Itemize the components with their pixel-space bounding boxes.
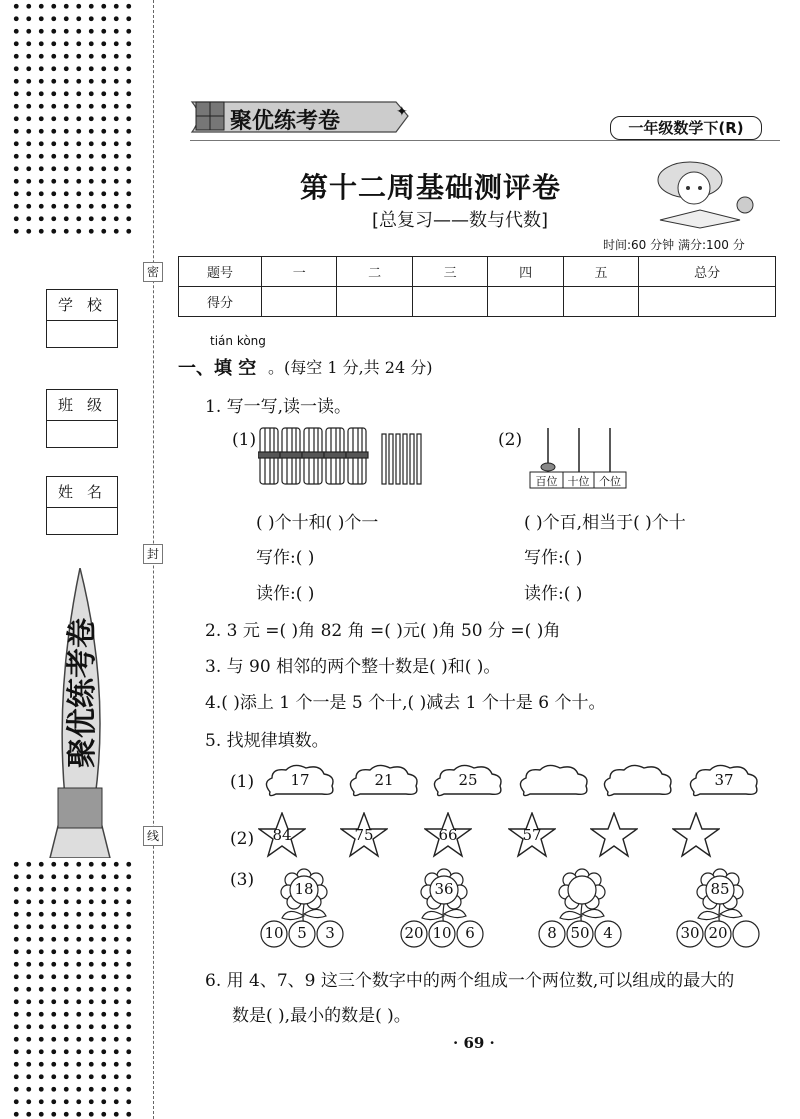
flower-right-value: 6 xyxy=(465,924,475,942)
q1-read-b[interactable]: 读作:( ) xyxy=(524,584,583,604)
flower-top-value: 85 xyxy=(710,880,730,898)
q5-part1-label: (1) xyxy=(230,772,255,792)
table-cell: 总分 xyxy=(639,257,776,287)
flower-right-value: 4 xyxy=(603,924,613,942)
stick-bundles-illustration xyxy=(258,424,428,488)
score-input-cell[interactable] xyxy=(262,287,337,317)
pinyin-annotation: tián kòng xyxy=(210,334,266,348)
flower-right-value: 3 xyxy=(325,924,335,942)
flower-left-value: 30 xyxy=(680,924,700,942)
score-table-score-row xyxy=(179,287,776,317)
name-field[interactable] xyxy=(47,508,117,534)
q1-line-b[interactable]: ( )个百,相当于( )个十 xyxy=(524,513,686,533)
table-cell: 四 xyxy=(488,257,563,287)
cloud-number xyxy=(262,764,338,804)
abacus-label-tens: 十位 xyxy=(567,475,590,488)
cloud-number xyxy=(346,764,422,804)
school-field[interactable] xyxy=(47,321,117,347)
star-blank[interactable] xyxy=(590,812,638,862)
q1-write-a[interactable]: 写作:( ) xyxy=(256,548,315,568)
flower-top-value: 36 xyxy=(434,880,454,898)
vertical-logo-text: 聚优练考卷 xyxy=(65,618,100,768)
vertical-logo xyxy=(40,568,120,858)
girl-reading-illustration xyxy=(650,150,760,230)
star-value: 84 xyxy=(272,826,292,844)
sparkle-icon: ✦ xyxy=(396,104,408,120)
cloud-blank[interactable] xyxy=(600,764,676,804)
page-number: · 69 · xyxy=(453,1034,495,1052)
table-cell: 三 xyxy=(412,257,487,287)
cloud-value: 37 xyxy=(714,771,734,789)
decorative-dot-pattern-bottom xyxy=(10,858,135,1119)
flower-top-value: 18 xyxy=(294,880,314,898)
name-box xyxy=(46,476,118,535)
score-input-cell[interactable] xyxy=(563,287,638,317)
star-number xyxy=(340,812,388,862)
cloud-value: 17 xyxy=(290,771,310,789)
q3-text[interactable]: 3. 与 90 相邻的两个整十数是( )和( )。 xyxy=(205,657,501,677)
banner-text: 聚优练考卷 xyxy=(230,109,341,134)
q4-text[interactable]: 4.( )添上 1 个一是 5 个十,( )减去 1 个十是 6 个十。 xyxy=(205,693,606,713)
seal-mi: 密 xyxy=(143,262,163,282)
table-cell: 题号 xyxy=(179,257,262,287)
name-label: 姓名 xyxy=(47,477,117,508)
flower-mid-value: 50 xyxy=(570,924,590,942)
flower-left-value: 10 xyxy=(264,924,284,942)
cloud-number xyxy=(686,764,762,804)
flower-left-value: 20 xyxy=(404,924,424,942)
seal-feng: 封 xyxy=(143,544,163,564)
q5-part2-label: (2) xyxy=(230,829,255,849)
q6-line1: 6. 用 4、7、9 这三个数字中的两个组成一个两位数,可以组成的最大的 xyxy=(205,971,735,991)
table-cell: 二 xyxy=(337,257,412,287)
star-value: 66 xyxy=(438,826,458,844)
q1-line-a[interactable]: ( )个十和( )个一 xyxy=(256,513,379,533)
q2-text[interactable]: 2. 3 元 =( )角 82 角 =( )元( )角 50 分 =( )角 xyxy=(205,621,561,641)
q5-part3-label: (3) xyxy=(230,870,255,890)
cloud-value: 25 xyxy=(458,771,478,789)
flower-left-value: 8 xyxy=(547,924,557,942)
score-table-header-row xyxy=(179,257,776,287)
q1-part1-label: (1) xyxy=(232,430,257,450)
star-number xyxy=(424,812,472,862)
score-input-cell[interactable] xyxy=(488,287,563,317)
abacus-label-ones: 个位 xyxy=(599,475,621,488)
flower-mid-value: 10 xyxy=(432,924,452,942)
table-cell: 得分 xyxy=(179,287,262,317)
q1-read-a[interactable]: 读作:( ) xyxy=(256,584,315,604)
score-table xyxy=(178,256,776,317)
q1-part2-label: (2) xyxy=(498,430,523,450)
page-title: 第十二周基础测评卷 xyxy=(300,171,562,204)
star-number xyxy=(508,812,556,862)
flower-puzzle xyxy=(674,868,770,952)
grade-label: 一年级数学下(R) xyxy=(610,116,762,140)
star-value: 57 xyxy=(522,826,542,844)
cloud-number xyxy=(430,764,506,804)
cloud-value: 21 xyxy=(374,771,394,789)
star-value: 75 xyxy=(354,826,374,844)
score-input-cell[interactable] xyxy=(412,287,487,317)
section-heading: 一、填 空 xyxy=(178,358,257,379)
page-subtitle: [总复习——数与代数] xyxy=(372,210,549,231)
q6-line2[interactable]: 数是( ),最小的数是( )。 xyxy=(232,1006,411,1026)
flower-mid-value: 5 xyxy=(297,924,307,942)
school-label: 学校 xyxy=(47,290,117,321)
star-number xyxy=(258,812,306,862)
school-box xyxy=(46,289,118,348)
score-input-cell[interactable] xyxy=(639,287,776,317)
flower-puzzle xyxy=(258,868,354,952)
star-blank[interactable] xyxy=(672,812,720,862)
table-cell: 一 xyxy=(262,257,337,287)
class-box xyxy=(46,389,118,448)
q1-stem: 1. 写一写,读一读。 xyxy=(205,397,352,417)
q1-write-b[interactable]: 写作:( ) xyxy=(524,548,583,568)
class-field[interactable] xyxy=(47,421,117,447)
abacus-label-hundreds: 百位 xyxy=(535,475,558,488)
cloud-blank[interactable] xyxy=(516,764,592,804)
header-rule xyxy=(190,140,780,141)
class-label: 班级 xyxy=(47,390,117,421)
flower-puzzle xyxy=(398,868,494,952)
q5-stem: 5. 找规律填数。 xyxy=(205,731,329,751)
table-cell: 五 xyxy=(563,257,638,287)
flower-mid-value: 20 xyxy=(708,924,728,942)
time-score-info: 时间:60 分钟 满分:100 分 xyxy=(603,238,745,252)
decorative-dot-pattern-top xyxy=(10,0,135,238)
seal-xian: 线 xyxy=(143,826,163,846)
flower-puzzle xyxy=(536,868,632,952)
section-note: 。(每空 1 分,共 24 分) xyxy=(268,358,433,377)
score-input-cell[interactable] xyxy=(337,287,412,317)
